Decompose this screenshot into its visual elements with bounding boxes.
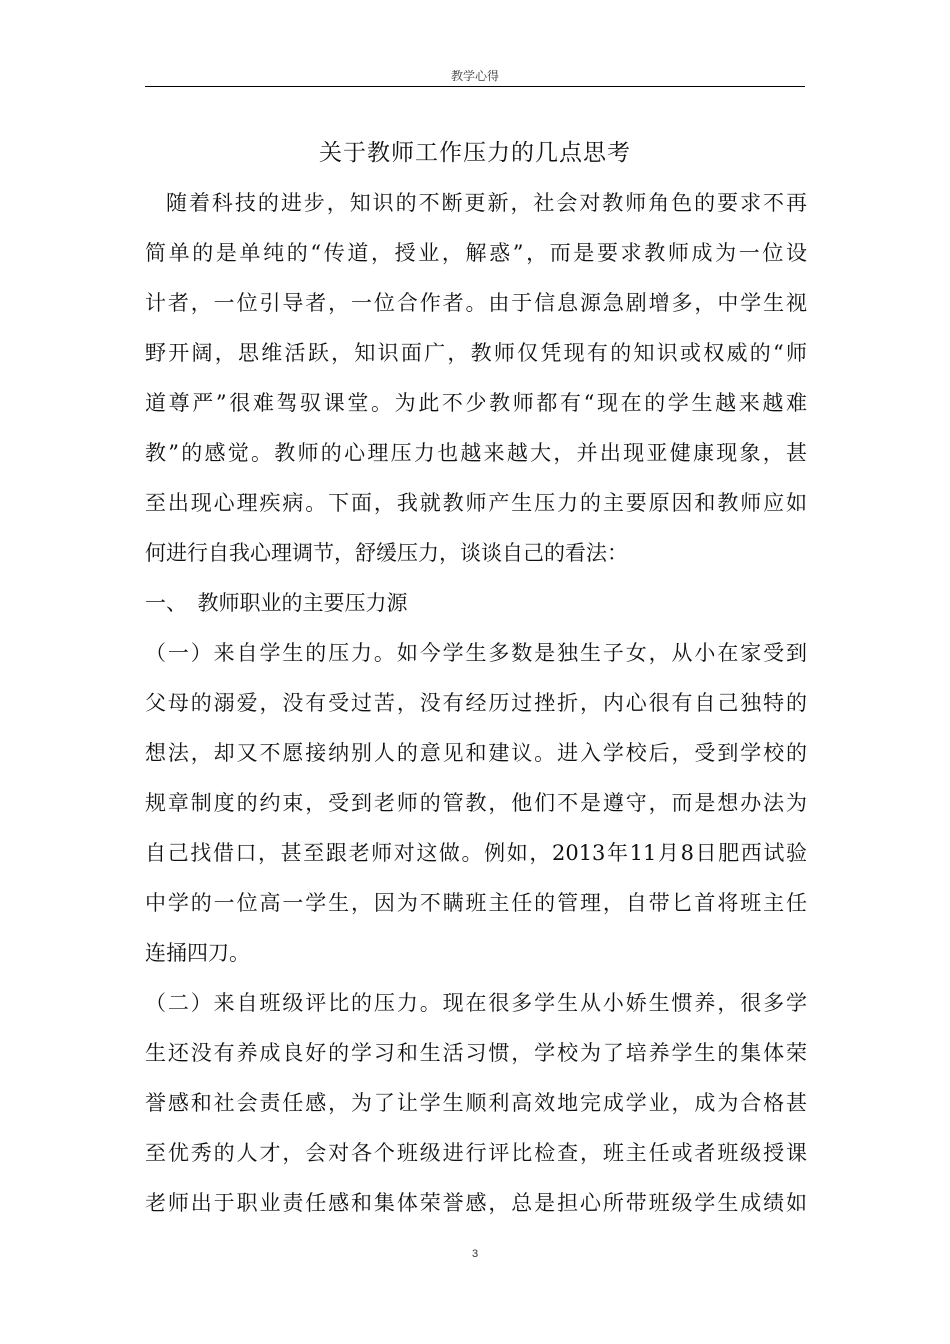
- paragraph-line: 野开阔，思维活跃，知识面广，教师仅凭现有的知识或权威的“师: [145, 341, 807, 365]
- paragraph-line: 至出现心理疾病。下面，我就教师产生压力的主要原因和教师应如: [145, 491, 807, 515]
- document-title: 关于教师工作压力的几点思考: [319, 140, 631, 166]
- paragraph-line: 誉感和社会责任感，为了让学生顺利高效地完成学业，成为合格甚: [145, 1091, 807, 1115]
- paragraph-line: 老师出于职业责任感和集体荣誉感，总是担心所带班级学生成绩如: [145, 1191, 807, 1215]
- paragraph-line: 父母的溺爱，没有受过苦，没有经历过挫折，内心很有自己独特的: [145, 691, 807, 715]
- paragraph-line: 道尊严”很难驾驭课堂。为此不少教师都有“现在的学生越来越难: [145, 391, 807, 415]
- page-header: 教学心得: [450, 69, 499, 83]
- paragraph-line: 想法，却又不愿接纳别人的意见和建议。进入学校后，受到学校的: [145, 741, 807, 765]
- paragraph-line: 规章制度的约束，受到老师的管教，他们不是遵守，而是想办法为: [145, 791, 807, 815]
- paragraph-line: 生还没有养成良好的学习和生活习惯，学校为了培养学生的集体荣: [145, 1041, 807, 1065]
- section-heading: 一、 教师职业的主要压力源: [145, 591, 408, 615]
- paragraph-line: 随着科技的进步，知识的不断更新，社会对教师角色的要求不再: [166, 191, 807, 215]
- header-divider: [145, 86, 805, 87]
- paragraph-line: 中学的一位高一学生，因为不瞒班主任的管理，自带匕首将班主任: [145, 891, 807, 915]
- paragraph-line: 教”的感觉。教师的心理压力也越来越大，并出现亚健康现象，甚: [145, 441, 807, 465]
- document-body: [145, 178, 807, 1228]
- paragraph-line: 何进行自我心理调节，舒缓压力，谈谈自己的看法：: [145, 541, 628, 565]
- paragraph-line: 自己找借口，甚至跟老师对这做。例如，2013年11月8日肥西试验: [145, 841, 807, 865]
- paragraph-line: 至优秀的人才，会对各个班级进行评比检查，班主任或者班级授课: [145, 1141, 807, 1165]
- paragraph-line: 连捅四刀。: [145, 941, 250, 965]
- page-number: 3: [471, 1248, 479, 1260]
- paragraph-line: 计者，一位引导者，一位合作者。由于信息源急剧增多，中学生视: [145, 291, 807, 315]
- paragraph-line: （一）来自学生的压力。如今学生多数是独生子女，从小在家受到: [145, 641, 807, 665]
- paragraph-line: 简单的是单纯的“传道，授业，解惑”，而是要求教师成为一位设: [145, 241, 807, 265]
- paragraph-line: （二）来自班级评比的压力。现在很多学生从小娇生惯养，很多学: [145, 991, 807, 1015]
